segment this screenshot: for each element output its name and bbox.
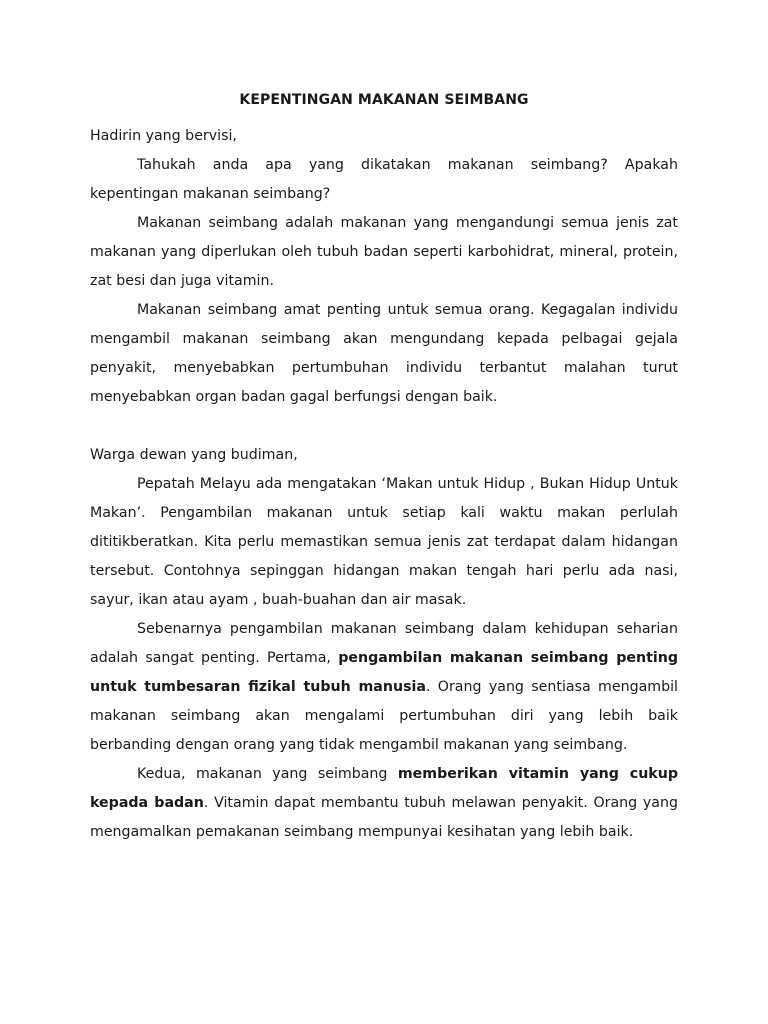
- paragraph-2: Makanan seimbang adalah makanan yang mengandungi semua jenis zat makanan yang diperlukan oleh tubuh badan seperti karbohidrat, mineral, protein, zat besi dan juga vitamin.: [90, 215, 678, 289]
- paragraph-6: [90, 760, 678, 847]
- paragraph-5-end: . Orang yang sentiasa mengambil makanan seimbang akan mengalami pertumbuhan diri yang lebih baik berbanding dengan orang yang tidak mengambil makanan yang seimbang.: [90, 679, 678, 753]
- section-gap: [90, 412, 678, 441]
- paragraph-6-end: . Vitamin dapat membantu tubuh melawan penyakit. Orang yang mengamalkan pemakanan seimbang mempunyai kesihatan yang lebih baik.: [90, 795, 678, 840]
- document-body: [90, 122, 678, 847]
- greeting-1: Hadirin yang bervisi,: [90, 128, 237, 144]
- paragraph-6-start: Kedua, makanan yang seimbang: [137, 766, 398, 782]
- paragraph-5: [90, 615, 678, 760]
- paragraph-4: Pepatah Melayu ada mengatakan ‘Makan untuk Hidup , Bukan Hidup Untuk Makan’. Pengambilan makanan untuk setiap kali waktu makan perlulah dititikberatkan. Kita perlu memastikan semua jenis zat terdapat dalam hidangan tersebut. Contohnya sepinggan hidangan makan tengah hari perlu ada nasi, sayur, ikan atau ayam , buah-buahan dan air masak.: [90, 476, 678, 608]
- paragraph-5-start: Sebenarnya pengambilan makanan seimbang dalam kehidupan seharian adalah sangat penting. Pertama,: [90, 621, 678, 666]
- document-title: KEPENTINGAN MAKANAN SEIMBANG: [239, 92, 529, 108]
- paragraph-3: Makanan seimbang amat penting untuk semua orang. Kegagalan individu mengambil makanan seimbang akan mengundang kepada pelbagai gejala penyakit, menyebabkan pertumbuhan individu terbantut malahan turut menyebabkan organ badan gagal berfungsi dengan baik.: [90, 302, 678, 405]
- paragraph-1: Tahukah anda apa yang dikatakan makanan seimbang? Apakah kepentingan makanan seimbang?: [90, 157, 678, 202]
- paragraph-6-bold: memberikan vitamin yang cukup kepada badan: [90, 766, 678, 811]
- greeting-2: Warga dewan yang budiman,: [90, 447, 298, 463]
- paragraph-5-bold: pengambilan makanan seimbang penting untuk tumbesaran fizikal tubuh manusia: [90, 650, 678, 695]
